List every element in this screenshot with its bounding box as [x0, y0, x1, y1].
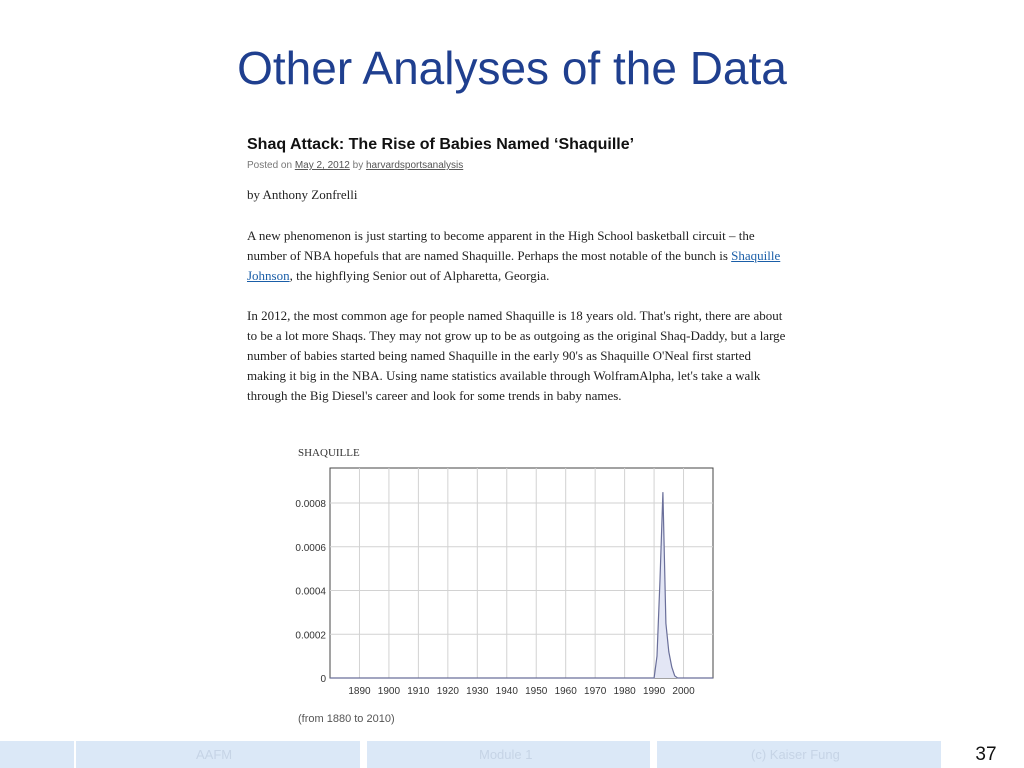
y-tick-label: 0	[320, 674, 326, 685]
x-tick-label: 1930	[466, 686, 489, 697]
x-tick-label: 1980	[613, 686, 636, 697]
footer-center: Module 1	[367, 741, 650, 768]
x-tick-label: 1900	[377, 686, 401, 697]
x-tick-label: 1890	[348, 686, 371, 697]
y-tick-label: 0.0008	[295, 499, 326, 510]
post-meta	[247, 160, 463, 171]
x-tick-label: 1940	[495, 686, 518, 697]
y-tick-label: 0.0002	[295, 630, 326, 642]
footer-left: AAFM	[76, 741, 360, 768]
page-number: 37	[975, 744, 997, 765]
footer-bar	[0, 741, 1024, 768]
posted-prefix: Posted on	[247, 160, 295, 171]
x-tick-label: 2000	[672, 686, 695, 697]
posted-by-text: by	[349, 160, 366, 171]
footer-right: (c) Kaiser Fung	[657, 741, 941, 768]
paragraph-1-text-a: A new phenomenon is just starting to become apparent in the High School basketball circuit – the number of NBA hopefuls that are named Shaquille. Perhaps the most notable of the bunch is	[247, 228, 755, 263]
footer-segment-blank	[0, 741, 74, 768]
x-tick-label: 1990	[642, 686, 666, 697]
y-tick-label: 0.0004	[295, 586, 326, 598]
paragraph-2: In 2012, the most common age for people named Shaquille is 18 years old. That's right, there are about to be a lot more Shaqs. They may not grow up to be as outgoing as the original Shaq-Daddy, but a large number of babies started being named Shaquille in the early 90's as Shaquille O'Neal first started making it big in the NBA. Using name statistics available through WolframAlpha, let's take a walk through the Big Diesel's career and look for some trends in baby names.	[247, 308, 786, 403]
x-tick-label: 1920	[436, 686, 459, 697]
paragraph-1	[247, 226, 787, 286]
plot-frame	[330, 468, 713, 678]
shaquille-chart	[290, 440, 730, 730]
x-tick-label: 1960	[554, 686, 577, 697]
x-tick-label: 1910	[407, 686, 430, 697]
range-note: (from 1880 to 2010)	[298, 713, 395, 725]
article-title: Shaq Attack: The Rise of Babies Named ‘Shaquille’	[247, 136, 635, 153]
chart-svg	[290, 440, 730, 730]
author-link[interactable]: harvardsportsanalysis	[365, 160, 464, 171]
paragraph-1-text-b: , the highflying Senior out of Alpharetta, Georgia.	[289, 268, 550, 283]
slide-title: Other Analyses of the Data	[237, 42, 787, 94]
byline: by Anthony Zonfrelli	[247, 187, 358, 202]
posted-date-link[interactable]: May 2, 2012	[294, 160, 350, 171]
x-tick-label: 1950	[525, 686, 548, 697]
chart-title: SHAQUILLE	[298, 447, 360, 459]
x-tick-label: 1970	[584, 686, 607, 697]
y-tick-label: 0.0006	[295, 542, 326, 554]
shaquille-johnson-link[interactable]: Shaquille Johnson	[247, 248, 781, 283]
